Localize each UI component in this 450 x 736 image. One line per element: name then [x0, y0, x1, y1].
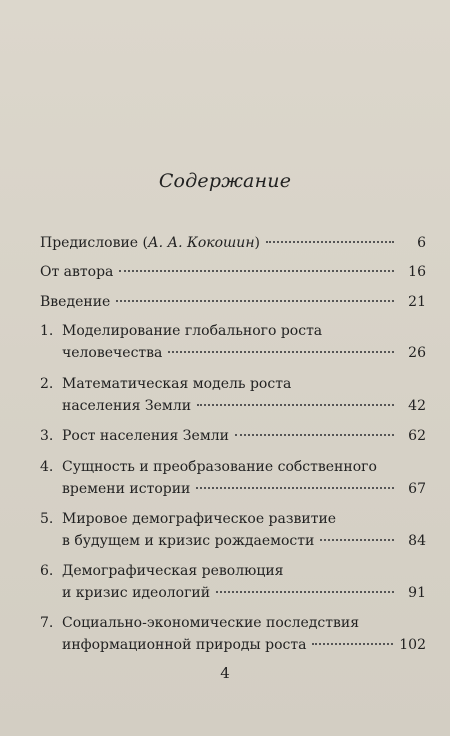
- toc-entry-title-line2: и кризис идеологий: [62, 585, 211, 601]
- toc-entry-from-author[interactable]: [40, 261, 426, 283]
- toc-page-number: 84: [408, 533, 426, 549]
- toc-page-number: 26: [408, 345, 426, 361]
- toc-entry-title-line1: Сущность и преобразование собственного: [62, 459, 377, 475]
- toc-page-number: 67: [408, 481, 426, 497]
- toc-entry-preface[interactable]: [40, 232, 426, 254]
- toc-entry-title: Рост населения Земли: [62, 428, 229, 444]
- dot-leader: [197, 404, 394, 406]
- toc-entry-chapter-4[interactable]: [40, 456, 426, 500]
- chapter-number: 6.: [40, 563, 54, 579]
- toc-entry-chapter-7[interactable]: [40, 612, 426, 656]
- dot-leader: [266, 241, 394, 243]
- chapter-number: 2.: [40, 376, 54, 392]
- dot-leader: [320, 539, 394, 541]
- toc-entry-title-line2: информационной природы роста: [62, 637, 307, 653]
- toc-entry-chapter-3[interactable]: [40, 425, 426, 447]
- toc-entry-chapter-2[interactable]: [40, 373, 426, 417]
- chapter-number: 3.: [40, 428, 54, 444]
- dot-leader: [196, 487, 394, 489]
- dot-leader: [168, 351, 394, 353]
- toc-page-number: 91: [408, 585, 426, 601]
- chapter-number: 4.: [40, 459, 54, 475]
- toc-entry-title-line2: человечества: [62, 345, 163, 361]
- dot-leader: [116, 300, 394, 302]
- toc-entry-title-line1: Математическая модель роста: [62, 376, 292, 392]
- toc-page-number: 62: [408, 428, 426, 444]
- toc-entry-title-line1: Социально-экономические последствия: [62, 615, 360, 631]
- toc-page-number: 42: [408, 398, 426, 414]
- toc-entry-chapter-6[interactable]: [40, 560, 426, 604]
- dot-leader: [119, 270, 394, 272]
- toc-entry-title: От автора: [40, 264, 114, 280]
- chapter-number: 7.: [40, 615, 54, 631]
- toc-entry-title-line2: времени истории: [62, 481, 191, 497]
- toc-entry-introduction[interactable]: [40, 291, 426, 313]
- toc-entry-title-line2: населения Земли: [62, 398, 192, 414]
- toc-entry-title-line1: Мировое демографическое развитие: [62, 511, 337, 527]
- toc-entry-chapter-5[interactable]: [40, 508, 426, 552]
- toc-entry-author: А. А. Кокошин: [147, 235, 255, 251]
- toc-page-number: 21: [408, 294, 426, 310]
- toc-entry-title: Введение: [40, 294, 111, 310]
- toc-page-number: 102: [399, 637, 426, 653]
- dot-leader: [312, 643, 393, 645]
- chapter-number: 5.: [40, 511, 54, 527]
- toc-entry-chapter-1[interactable]: [40, 320, 426, 364]
- toc-entry-title-line1: Моделирование глобального роста: [62, 323, 323, 339]
- dot-leader: [216, 591, 394, 593]
- page-number: 4: [220, 664, 230, 682]
- page-title: Содержание: [158, 170, 292, 192]
- chapter-number: 1.: [40, 323, 54, 339]
- toc-entry-title: Предисловие (А. А. Кокошин): [40, 235, 261, 251]
- toc-page-number: 16: [408, 264, 426, 280]
- toc-entry-title-line2: в будущем и кризис рождаемости: [62, 533, 315, 549]
- toc-entry-title-line1: Демографическая революция: [62, 563, 284, 579]
- dot-leader: [235, 434, 394, 436]
- toc-page-number: 6: [417, 235, 426, 251]
